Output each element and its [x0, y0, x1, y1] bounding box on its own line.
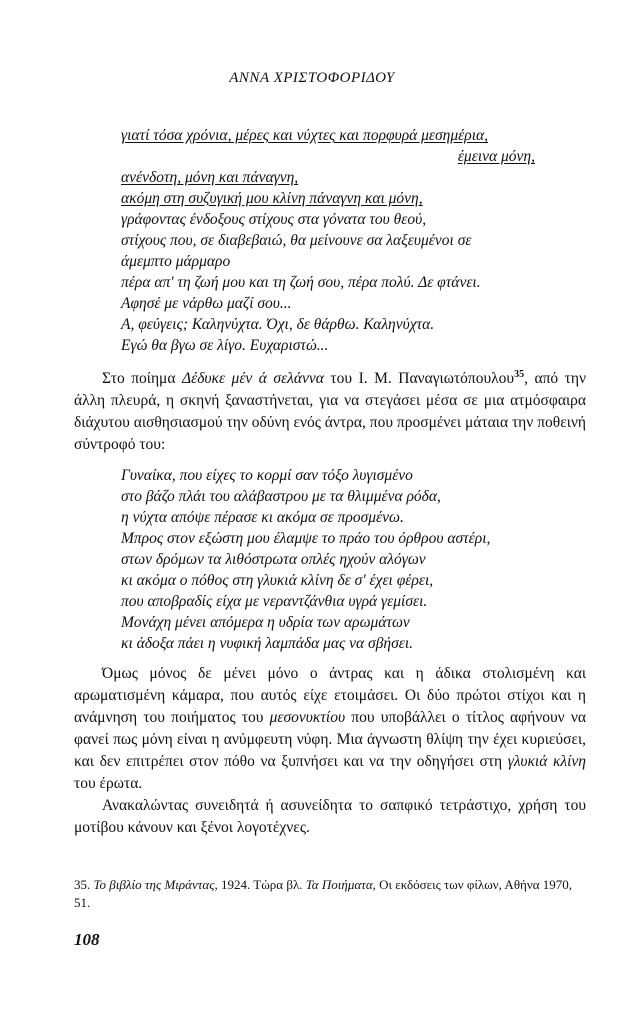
italic-term: γλυκιά κλίνη [507, 753, 586, 770]
page-number: 108 [74, 930, 100, 949]
poem-line: έμεινα μόνη, [457, 148, 535, 165]
poem-line: Γυναίκα, που είχες το κορμί σαν τόξο λυγισμένο [121, 467, 413, 484]
poem-excerpt-1 [121, 125, 541, 356]
poem-line: κι άδοξα πάει η νυφική λαμπάδα μας να σβήσει. [121, 635, 414, 652]
text-run: , 1924. Τώρα βλ. [214, 877, 306, 892]
italic-term: μεσονυκτίου [269, 709, 346, 726]
body-paragraph-2 [74, 663, 586, 839]
poem-line: Μπρος στον εξώστη μου έλαμψε το πράο του όρθρου αστέρι, [121, 530, 491, 547]
book-title: Τα Ποιήματα [305, 877, 373, 892]
running-header: ΑΝΝΑ ΧΡΙΣΤΟΦΟΡΙΔΟΥ [229, 70, 395, 86]
text-run: , Οι εκδόσεις των φίλων, Αθήνα 1970, 51. [74, 877, 573, 910]
paragraph: Ανακαλώντας συνειδητά ή ασυνείδητα το σαπφικό τετράστιχο, χρήση του μοτίβου κάνουν και ξένοι λογοτέχνες. [74, 797, 586, 836]
poem-line: στίχους που, σε διαβεβαιώ, θα μείνουνε σα λαξευμένοι σε [121, 232, 472, 249]
text-run: του έρωτα. [74, 775, 143, 792]
poem-line: Εγώ θα βγω σε λίγο. Ευχαριστώ... [121, 337, 329, 354]
poem-line: ανένδοτη, μόνη και πάναγνη, [121, 169, 299, 186]
poem-line: η νύχτα απόψε πέρασε κι ακόμα σε προσμένω. [121, 509, 404, 526]
text-run: , από την άλλη πλευρά, η σκηνή ξαναστήνεται, για να στεγάσει μέσα σε μια ατμόσφαιρα διάχυτου αισθησιασμού την οδύνη ενός άντρα, που προσμένει μάταια την ποθεινή σύντροφό του: [74, 370, 586, 454]
poem-line: στων δρόμων τα λιθόστρωτα οπλές ηχούν αλόγων [121, 551, 426, 568]
poem-line: που αποβραδίς είχα με νεραντζάνθια υγρά γεμίσει. [121, 593, 428, 610]
poem-line: γράφοντας ένδοξους στίχους στα γόνατα του θεού, [121, 211, 427, 228]
poem-excerpt-2 [121, 465, 490, 654]
footnote-number: 35. [74, 877, 91, 892]
poem-line: ακόμη στη συζυγική μου κλίνη πάναγνη και μόνη, [121, 190, 423, 207]
poem-line: γιατί τόσα χρόνια, μέρες και νύχτες και πορφυρά μεσημέρια, [121, 127, 489, 144]
poem-title: Δέδυκε μέν ά σελάννα [181, 370, 324, 388]
poem-line: πέρα απ' τη ζωή μου και τη ζωή σου, πέρα πολύ. Δε φτάνει. [121, 274, 481, 291]
poem-line: Μονάχη μένει απόμερα η υδρία των αρωμάτων [121, 614, 410, 631]
poem-line: κι ακόμα ο πόθος στη γλυκιά κλίνη δε σ' έχει φέρει, [121, 572, 434, 589]
text-run: Όμως μόνος δε μένει μόνο ο άντρας και η άδικα στολισμένη και αρωματισμένη κάμαρα, που αυτός είχε ετοιμάσει. Οι δύο πρώτοι στίχοι και η ανάμνηση του ποιήματος του [74, 665, 586, 726]
text-run: που υποβάλλει ο τίτλος αφήνουν να φανεί πως μόνη είναι η ανύμφευτη νύφη. Μια άγνωστη θλίψη την έχει κυριεύσει, και δεν επιτρέπει στον πόθο να ξυπνήσει και να την οδηγήσει στη [74, 709, 586, 770]
body-paragraph-1 [74, 364, 586, 456]
book-title: Το βιβλίο της Μιράντας [93, 877, 215, 892]
poem-line: άμεμπτο μάρμαρο [121, 253, 231, 270]
footnote-ref: 35 [514, 369, 525, 380]
paragraph [74, 364, 586, 456]
poem-line: Αφησέ με νάρθω μαζί σου... [121, 295, 292, 312]
poem-line: Α, φεύγεις; Καληνύχτα. Όχι, δε θάρθω. Καληνύχτα. [121, 316, 435, 333]
text-run: Στο ποίημα [102, 370, 182, 388]
poem-line: στο βάζο πλάι του αλάβαστρου με τα θλιμμένα ρόδα, [121, 488, 441, 505]
paragraph [74, 663, 586, 795]
text-run: του Ι. Μ. Παναγιωτόπουλου [323, 370, 515, 388]
footnote [74, 876, 586, 912]
